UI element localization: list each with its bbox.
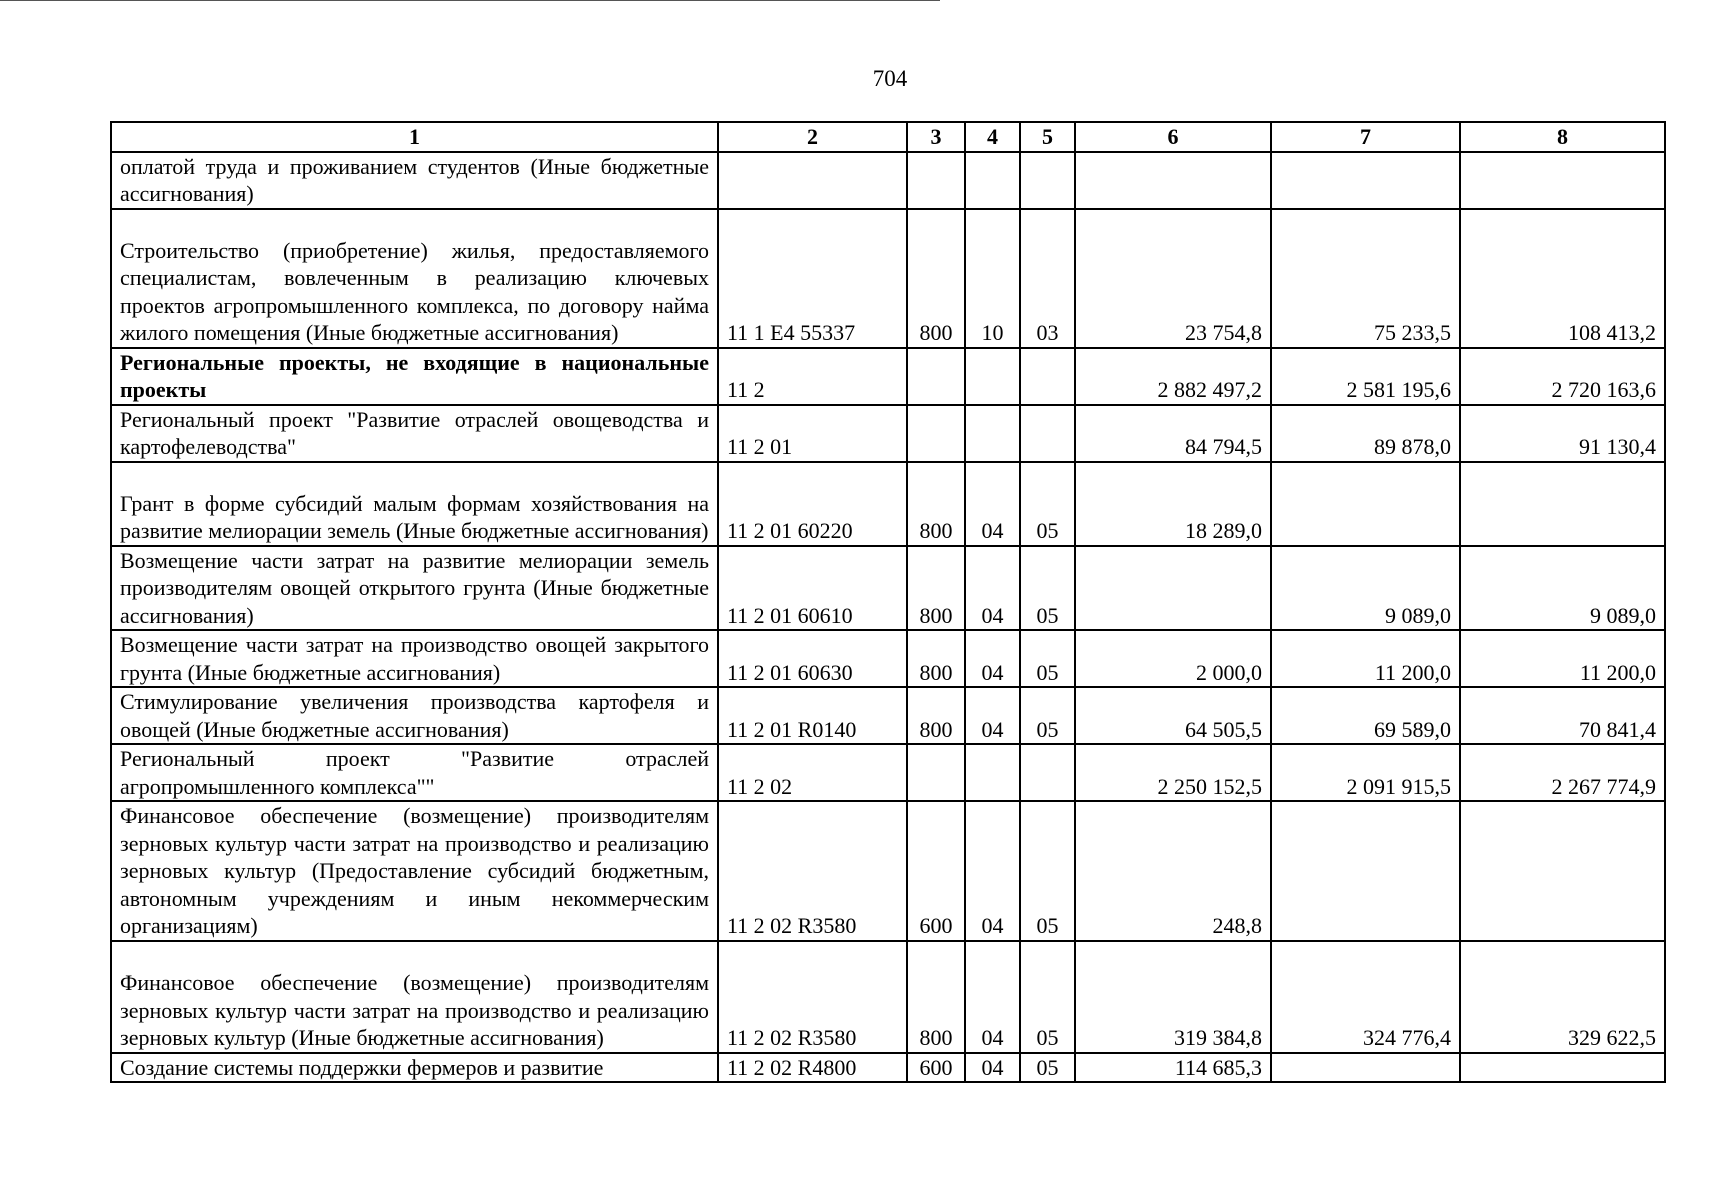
amount-col8-cell: 108 413,2: [1460, 209, 1665, 348]
amount-col6-cell: [1075, 546, 1271, 631]
expense-type-cell: 600: [907, 1053, 965, 1083]
amount-col7-cell: [1271, 152, 1460, 209]
expense-type-cell: 800: [907, 546, 965, 631]
page-number: 704: [872, 66, 908, 91]
name-cell: Возмещение части затрат на развитие мелиорации земель производителям овощей открытого грунта (Иные бюджетные ассигнования): [111, 546, 718, 631]
header-cell-2: 2: [718, 122, 907, 152]
top-edge-rule: [0, 0, 940, 2]
table-row: [111, 405, 1665, 462]
amount-col8-cell: 2 267 774,9: [1460, 744, 1665, 801]
amount-col8-cell: [1460, 1053, 1665, 1083]
name-cell: оплатой труда и проживанием студентов (Иные бюджетные ассигнования): [111, 152, 718, 209]
code-cell: [718, 152, 907, 209]
table-row: [111, 546, 1665, 631]
section-cell: 04: [965, 801, 1020, 941]
amount-col7-cell: [1271, 462, 1460, 546]
amount-col7-cell: 9 089,0: [1271, 546, 1460, 631]
amount-col6-cell: 2 882 497,2: [1075, 348, 1271, 405]
subsection-cell: 05: [1020, 941, 1075, 1053]
code-cell: 11 1 Е4 55337: [718, 209, 907, 348]
subsection-cell: 05: [1020, 1053, 1075, 1083]
amount-col7-cell: 2 581 195,6: [1271, 348, 1460, 405]
amount-col8-cell: [1460, 152, 1665, 209]
code-cell: 11 2 01 60220: [718, 462, 907, 546]
amount-col6-cell: 18 289,0: [1075, 462, 1271, 546]
expense-type-cell: [907, 152, 965, 209]
expense-type-cell: 800: [907, 687, 965, 744]
code-cell: 11 2 01 60610: [718, 546, 907, 631]
code-cell: 11 2 01 R0140: [718, 687, 907, 744]
subsection-cell: 05: [1020, 546, 1075, 631]
amount-col6-cell: 23 754,8: [1075, 209, 1271, 348]
name-cell: Грант в форме субсидий малым формам хозяйствования на развитие мелиорации земель (Иные бюджетные ассигнования): [111, 462, 718, 546]
section-cell: 04: [965, 1053, 1020, 1083]
expense-type-cell: [907, 744, 965, 801]
amount-col7-cell: [1271, 801, 1460, 941]
expense-type-cell: 800: [907, 941, 965, 1053]
table-row: [111, 687, 1665, 744]
header-cell-4: 4: [965, 122, 1020, 152]
subsection-cell: 05: [1020, 630, 1075, 687]
amount-col6-cell: 2 000,0: [1075, 630, 1271, 687]
section-cell: [965, 744, 1020, 801]
header-cell-7: 7: [1271, 122, 1460, 152]
expense-type-cell: 800: [907, 630, 965, 687]
amount-col7-cell: 89 878,0: [1271, 405, 1460, 462]
section-cell: 04: [965, 687, 1020, 744]
section-cell: 04: [965, 546, 1020, 631]
name-cell: Региональные проекты, не входящие в национальные проекты: [111, 348, 718, 405]
subsection-cell: 03: [1020, 209, 1075, 348]
expense-type-cell: 800: [907, 209, 965, 348]
header-cell-5: 5: [1020, 122, 1075, 152]
section-cell: [965, 152, 1020, 209]
table-row: [111, 462, 1665, 546]
amount-col7-cell: 2 091 915,5: [1271, 744, 1460, 801]
amount-col6-cell: 114 685,3: [1075, 1053, 1271, 1083]
table-row: [111, 152, 1665, 209]
amount-col6-cell: 84 794,5: [1075, 405, 1271, 462]
code-cell: 11 2 01: [718, 405, 907, 462]
amount-col6-cell: 64 505,5: [1075, 687, 1271, 744]
expense-type-cell: [907, 405, 965, 462]
section-cell: 04: [965, 462, 1020, 546]
amount-col7-cell: [1271, 1053, 1460, 1083]
amount-col8-cell: 9 089,0: [1460, 546, 1665, 631]
table-row: [111, 630, 1665, 687]
amount-col8-cell: 329 622,5: [1460, 941, 1665, 1053]
code-cell: 11 2 02: [718, 744, 907, 801]
table-row: [111, 1053, 1665, 1083]
amount-col7-cell: 11 200,0: [1271, 630, 1460, 687]
header-row: [111, 122, 1665, 152]
code-cell: 11 2 02 R4800: [718, 1053, 907, 1083]
table-row: [111, 348, 1665, 405]
name-cell: Финансовое обеспечение (возмещение) производителям зерновых культур части затрат на производство и реализацию зерновых культур (Предоставление субсидий бюджетным, автономным учреждениям и иным некоммерческим организациям): [111, 801, 718, 941]
subsection-cell: [1020, 348, 1075, 405]
name-cell: Стимулирование увеличения производства картофеля и овощей (Иные бюджетные ассигнования): [111, 687, 718, 744]
expense-type-cell: [907, 348, 965, 405]
header-cell-8: 8: [1460, 122, 1665, 152]
header-cell-6: 6: [1075, 122, 1271, 152]
section-cell: 04: [965, 941, 1020, 1053]
subsection-cell: 05: [1020, 687, 1075, 744]
amount-col6-cell: [1075, 152, 1271, 209]
expense-type-cell: 800: [907, 462, 965, 546]
header-cell-1: 1: [111, 122, 718, 152]
section-cell: [965, 348, 1020, 405]
name-cell: Строительство (приобретение) жилья, предоставляемого специалистам, вовлеченным в реализацию ключевых проектов агропромышленного комплекса, по договору найма жилого помещения (Иные бюджетные ассигнования): [111, 209, 718, 348]
header-cell-3: 3: [907, 122, 965, 152]
amount-col8-cell: 2 720 163,6: [1460, 348, 1665, 405]
table-row: [111, 941, 1665, 1053]
table-row: [111, 744, 1665, 801]
subsection-cell: [1020, 152, 1075, 209]
amount-col6-cell: 248,8: [1075, 801, 1271, 941]
table-row: [111, 209, 1665, 348]
name-cell: Региональный проект "Развитие отраслей агропромышленного комплекса"": [111, 744, 718, 801]
subsection-cell: [1020, 744, 1075, 801]
amount-col8-cell: 91 130,4: [1460, 405, 1665, 462]
budget-table: [110, 121, 1666, 1083]
section-cell: 10: [965, 209, 1020, 348]
section-cell: 04: [965, 630, 1020, 687]
code-cell: 11 2 02 R3580: [718, 801, 907, 941]
subsection-cell: 05: [1020, 801, 1075, 941]
amount-col8-cell: [1460, 801, 1665, 941]
amount-col6-cell: 319 384,8: [1075, 941, 1271, 1053]
amount-col6-cell: 2 250 152,5: [1075, 744, 1271, 801]
name-cell: Возмещение части затрат на производство овощей закрытого грунта (Иные бюджетные ассигнования): [111, 630, 718, 687]
amount-col7-cell: 324 776,4: [1271, 941, 1460, 1053]
amount-col7-cell: 75 233,5: [1271, 209, 1460, 348]
amount-col8-cell: 70 841,4: [1460, 687, 1665, 744]
section-cell: [965, 405, 1020, 462]
amount-col8-cell: 11 200,0: [1460, 630, 1665, 687]
table-row: [111, 801, 1665, 941]
code-cell: 11 2 02 R3580: [718, 941, 907, 1053]
expense-type-cell: 600: [907, 801, 965, 941]
amount-col7-cell: 69 589,0: [1271, 687, 1460, 744]
subsection-cell: 05: [1020, 462, 1075, 546]
amount-col8-cell: [1460, 462, 1665, 546]
subsection-cell: [1020, 405, 1075, 462]
name-cell: Создание системы поддержки фермеров и развитие: [111, 1053, 718, 1083]
table-body: [111, 122, 1665, 1082]
code-cell: 11 2 01 60630: [718, 630, 907, 687]
code-cell: 11 2: [718, 348, 907, 405]
name-cell: Финансовое обеспечение (возмещение) производителям зерновых культур части затрат на производство и реализацию зерновых культур (Иные бюджетные ассигнования): [111, 941, 718, 1053]
name-cell: Региональный проект "Развитие отраслей овощеводства и картофелеводства": [111, 405, 718, 462]
